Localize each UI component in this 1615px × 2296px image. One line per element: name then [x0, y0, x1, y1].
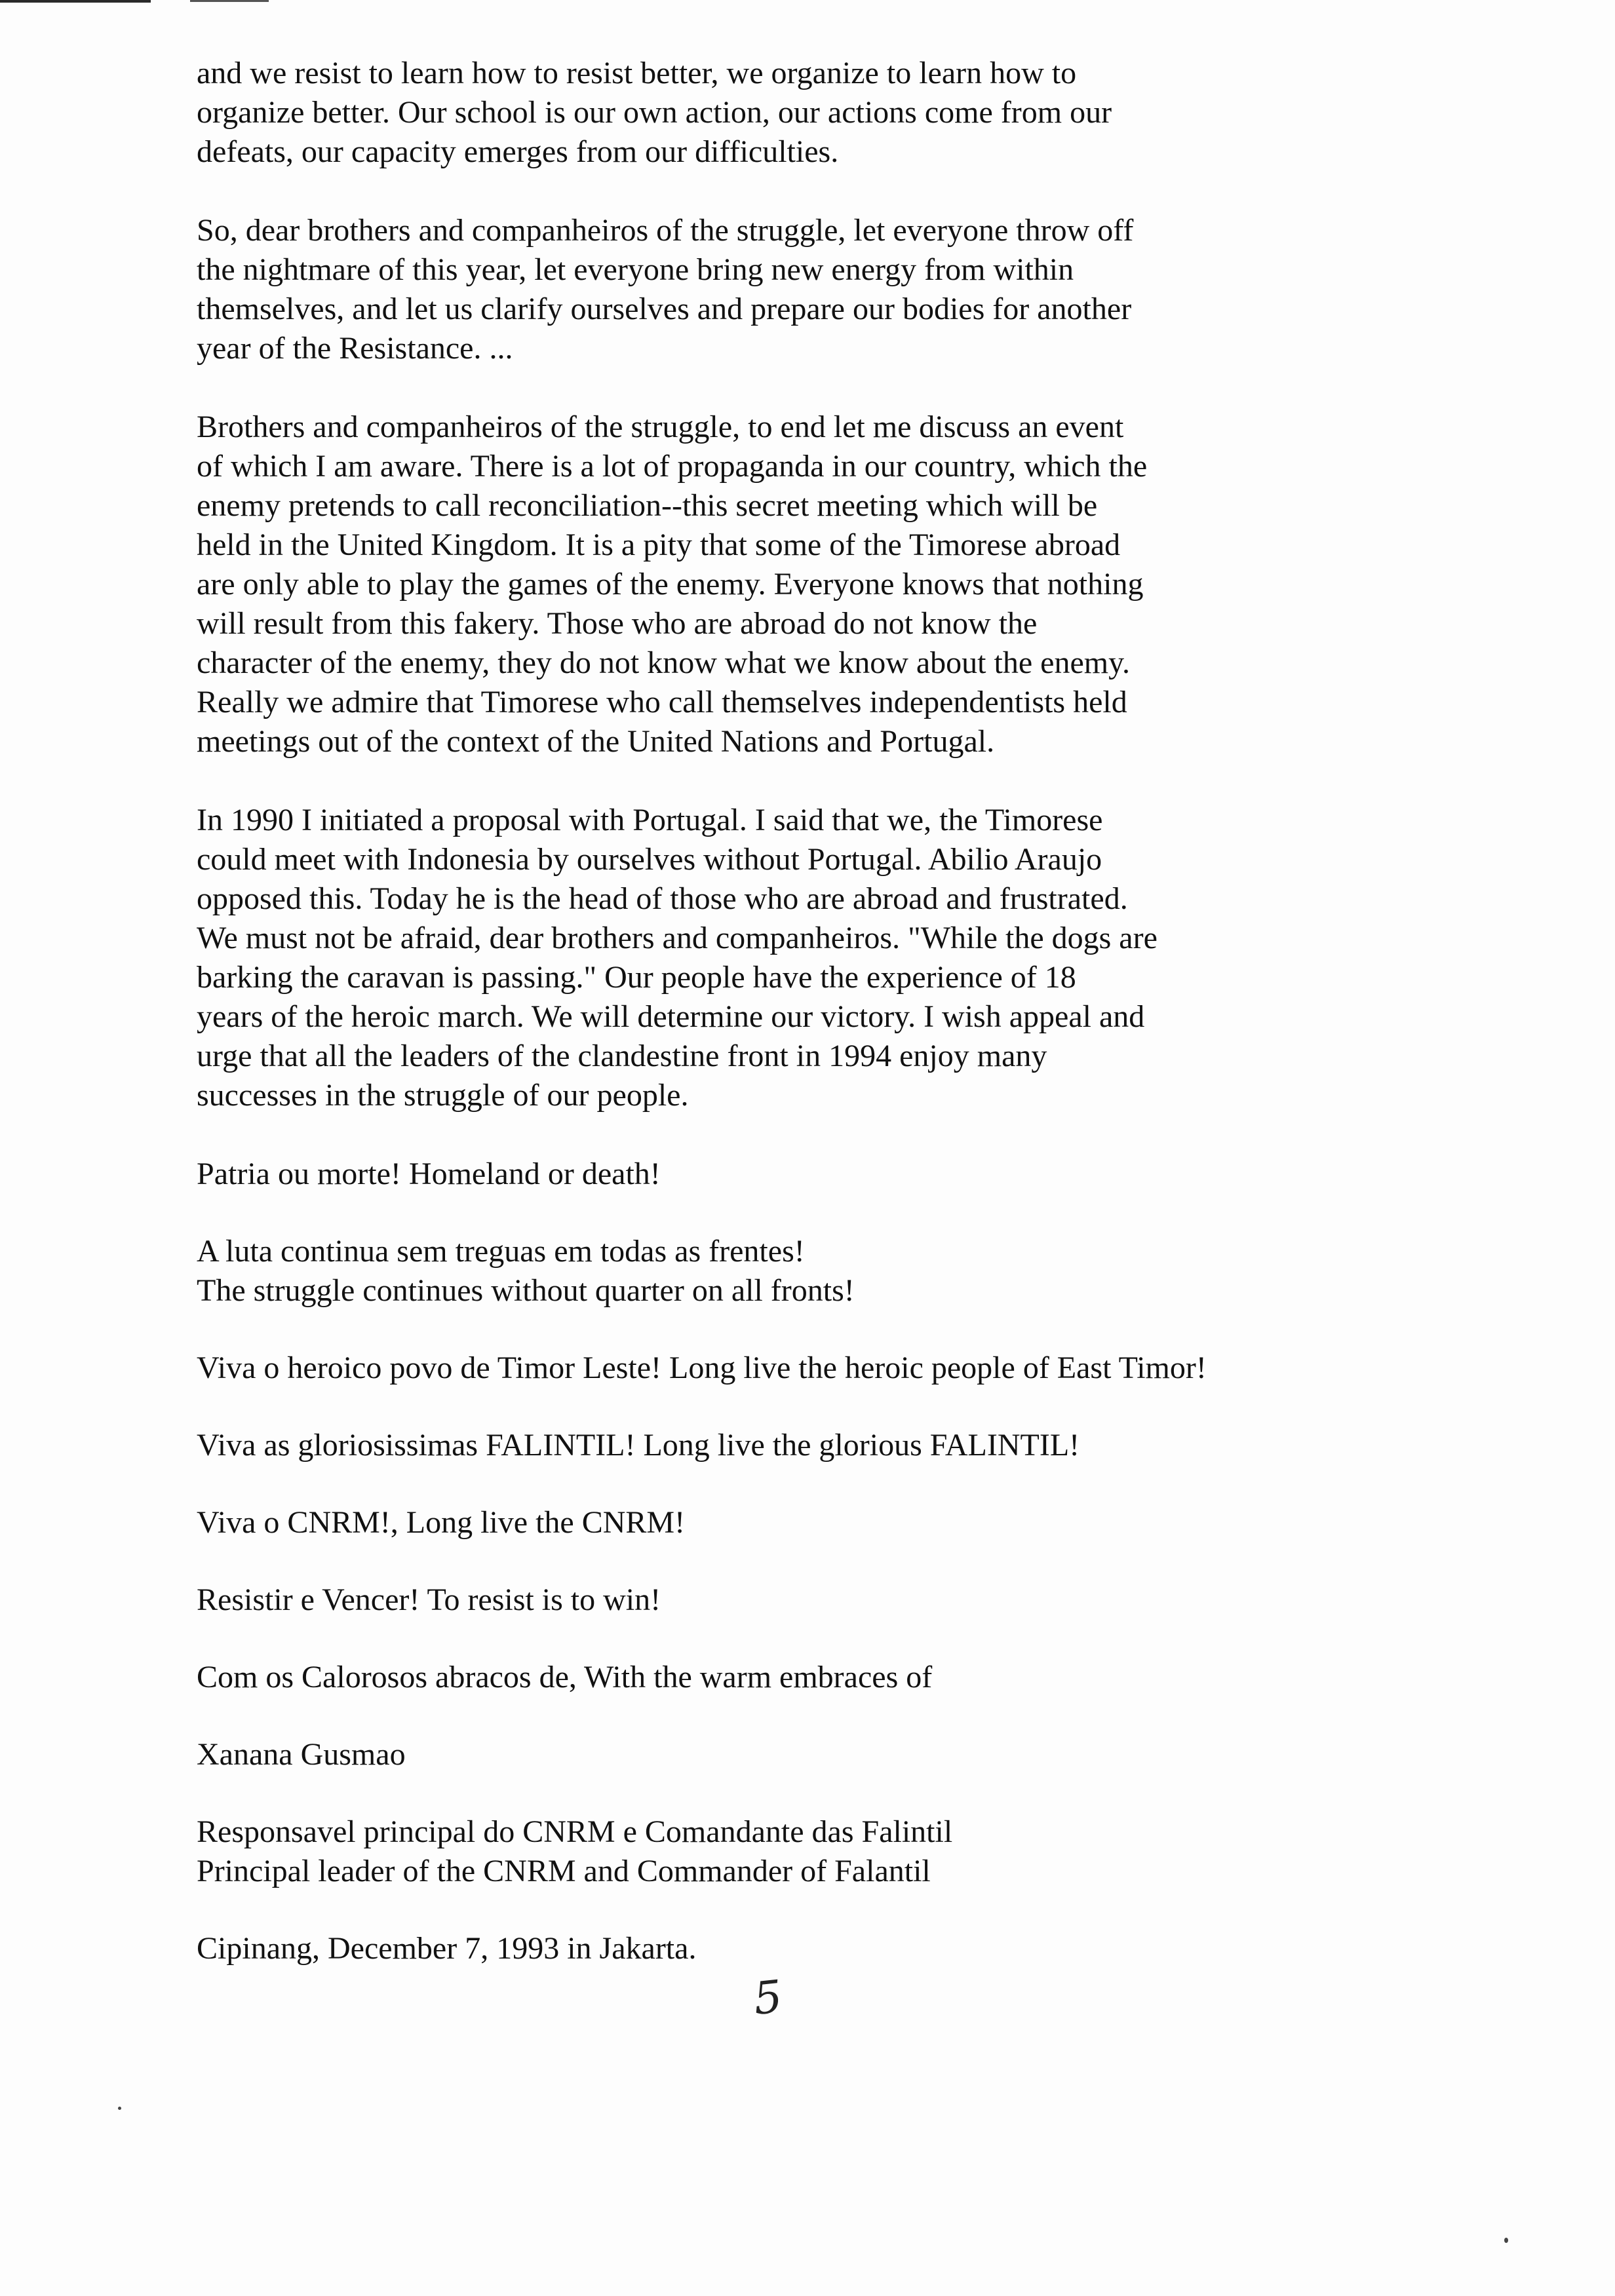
scan-speck: [118, 2107, 121, 2110]
scan-edge-mark: [190, 0, 269, 2]
paragraph: A luta continua sem treguas em todas as frentes! The struggle continues without quarter on all fronts!: [197, 1234, 855, 1308]
paragraph: Viva o heroico povo de Timor Leste! Long live the heroic people of East Timor!: [197, 1350, 1207, 1385]
paragraph: Com os Calorosos abracos de, With the warm embraces of: [197, 1660, 933, 1694]
signature-name: Xanana Gusmao: [197, 1737, 406, 1772]
paragraph: Resistir e Vencer! To resist is to win!: [197, 1582, 661, 1617]
paragraph: Viva o CNRM!, Long live the CNRM!: [197, 1505, 686, 1540]
paragraph: Patria ou morte! Homeland or death!: [197, 1157, 661, 1191]
paragraph: Brothers and companheiros of the struggle, to end let me discuss an event of which I am aware. There is a lot of propaganda in our country, which the enemy pretends to call reconciliation--this secret meeting which will be held in the United Kingdom. It is a pity that some of the Timorese abroad are only able to play the games of the enemy. Everyone knows that nothing will result from this fakery. Those who are abroad do not know the character of the enemy, they do not know what we know about the enemy. Really we admire that Timorese who call themselves independentists held meetings out of the context of the United Nations and Portugal.: [197, 410, 1148, 759]
document-body: [197, 54, 1350, 1968]
paragraph: In 1990 I initiated a proposal with Portugal. I said that we, the Timorese could meet with Indonesia by ourselves without Portugal. Abilio Araujo opposed this. Today he is the head of those who are abroad and frustrated. We must not be afraid, dear brothers and companheiros. "While the dogs are barking the caravan is passing." Our people have the experience of 18 years of the heroic march. We will determine our victory. I wish appeal and urge that all the leaders of the clandestine front in 1994 enjoy many successes in the struggle of our people.: [197, 803, 1158, 1113]
signature-title: Responsavel principal do CNRM e Comandante das Falintil Principal leader of the CNRM and Commander of Falantil: [197, 1814, 953, 1888]
date-line: Cipinang, December 7, 1993 in Jakarta.: [197, 1931, 697, 1966]
paragraph: and we resist to learn how to resist better, we organize to learn how to organize better. Our school is our own action, our actions come from our defeats, our capacity emerges from our difficulties.: [197, 56, 1112, 169]
handwritten-page-number: 5: [750, 1970, 785, 2026]
paragraph: Viva as gloriosissimas FALINTIL! Long live the glorious FALINTIL!: [197, 1428, 1080, 1463]
scan-edge-mark: [0, 0, 151, 3]
paragraph: So, dear brothers and companheiros of the struggle, let everyone throw off the nightmare of this year, let everyone bring new energy from within themselves, and let us clarify ourselves and prepare our bodies for another year of the Resistance. ...: [197, 213, 1134, 366]
scan-speck: [1504, 2238, 1508, 2243]
